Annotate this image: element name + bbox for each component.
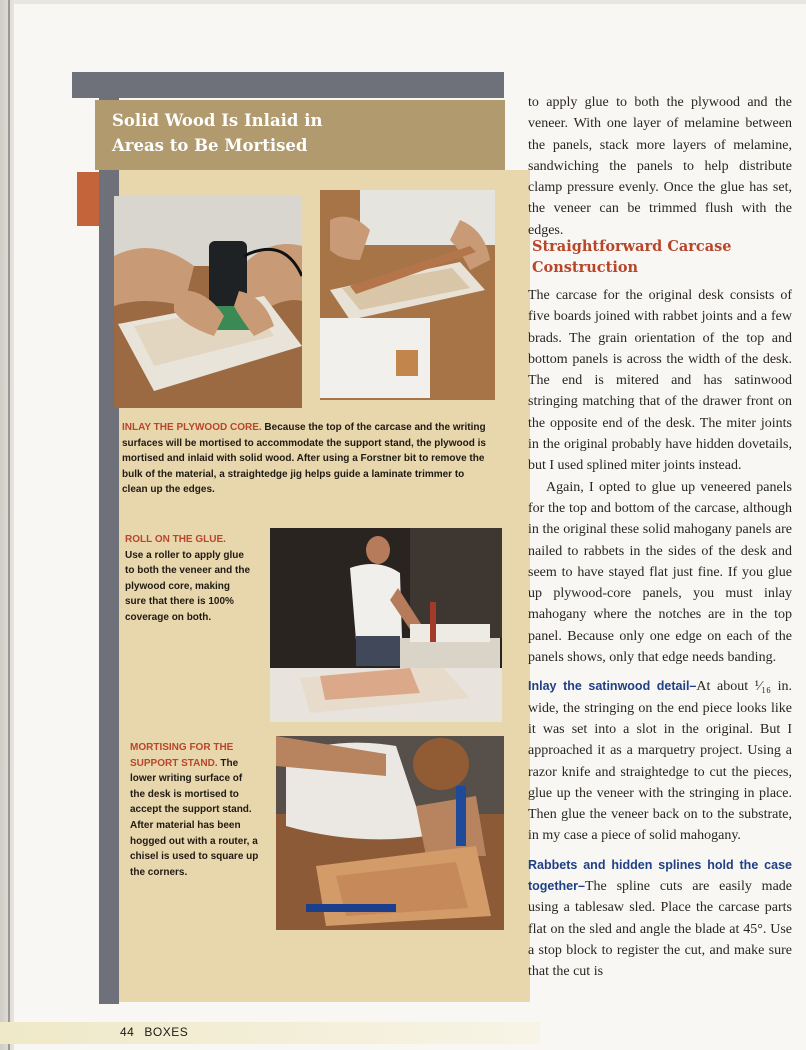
section-heading: Straightforward Carcase Construction — [532, 238, 732, 276]
page-gutter — [0, 0, 14, 1050]
photo-straightedge-jig — [320, 190, 495, 400]
sidebar-title — [112, 108, 472, 158]
paragraph-4: The spline cuts are easily made using a tablesaw sled. Place the carcase parts flat on the sled and angle the blade at 45°. Use a stop block to register the cut, and make sure that the cut is — [528, 879, 792, 980]
continued-paragraph: to apply glue to both the plywood and the veneer. With one layer of melamine between the panels, stack more layers of melamine, sandwiching the panels to help distribute clamp pressure evenly. Once the glue has set, the veneer can be trimmed flush with the edges. — [528, 95, 792, 238]
caption-glue-text: Use a roller to apply glue to both the veneer and the plywood core, making sure that there is 100% coverage on both. — [125, 549, 251, 623]
sidebar-title-line2: Areas to Be Mortised — [112, 136, 308, 155]
photo-chisel-mortise — [276, 736, 504, 930]
caption-mortising — [130, 740, 260, 880]
paragraph-2: Again, I opted to glue up veneered panels for the top and bottom of the carcase, although in the original these solid mahogany panels are nailed to rabbets in the sides of the desk and seem to have stayed flat just fine. If you glue up plywood-core panels, you must inlay mahogany where the notches are in the top panel. Because only one edge on each of the panels shows, only that edge needs banding. — [528, 479, 792, 666]
caption-mortising-text: The lower writing surface of the desk is mortised to accept the support stand. After material has been hogged out with a router, a chisel is used to square up the corners. — [130, 757, 259, 878]
folio — [120, 1025, 188, 1039]
run-in-satinwood: Inlay the satinwood detail– — [528, 679, 697, 694]
run-in-rabbets: Rabbets and hidden splines hold the case together– — [528, 857, 792, 894]
paragraph-3: At about ¹⁄₁₆ in. wide, the stringing on the end piece looks like it was set into a slot in the original. But I approached it as a marquetry project. Using a razor knife and straightedge to cut the pieces, glue up the veneer with the stringing in place. Then glue the veneer back on to the substrate, in my case a piece of solid mahogany. — [528, 679, 793, 844]
sidebar-top-bar — [72, 72, 504, 98]
paragraph-3-block — [528, 676, 792, 846]
paragraph-4-block — [528, 855, 792, 983]
caption-mortising-lead: MORTISING FOR THE SUPPORT STAND. — [130, 742, 234, 769]
sidebar-accent — [77, 172, 99, 226]
page-number: 44 — [120, 1025, 135, 1039]
photo-rolling-glue — [270, 528, 502, 722]
caption-inlay-lead: INLAY THE PLYWOOD CORE. — [122, 422, 262, 433]
footer-band — [0, 1022, 540, 1044]
article-body — [528, 285, 792, 983]
caption-glue-lead: ROLL ON THE GLUE. — [125, 534, 226, 545]
paragraph-1: The carcase for the original desk consists of five boards joined with rabbet joints and a few brads. The grain orientation of the top and bottom panels is across the width of the desk. The end is mitered and has satinwood stringing matching that of the drawer front on the opposite end of the desk. The miter joints in the original probably have hidden dovetails, but I used splined miter joints instead. — [528, 288, 792, 474]
section-name: BOXES — [144, 1025, 189, 1039]
sidebar-title-line1: Solid Wood Is Inlaid in — [112, 111, 323, 130]
caption-inlay-text: Because the top of the carcase and the writing surfaces will be mortised to accommodate the support stand, the plywood is mortised and inlaid with solid wood. After using a Forstner bit to remove the bulk of the material, a straightedge jig helps guide a laminate trimmer to clean up the edges. — [122, 422, 486, 496]
gutter-line — [8, 0, 10, 1050]
caption-glue — [125, 532, 253, 626]
photo-router-inlay — [114, 196, 302, 408]
caption-inlay — [122, 420, 490, 498]
article-continued — [528, 92, 792, 241]
